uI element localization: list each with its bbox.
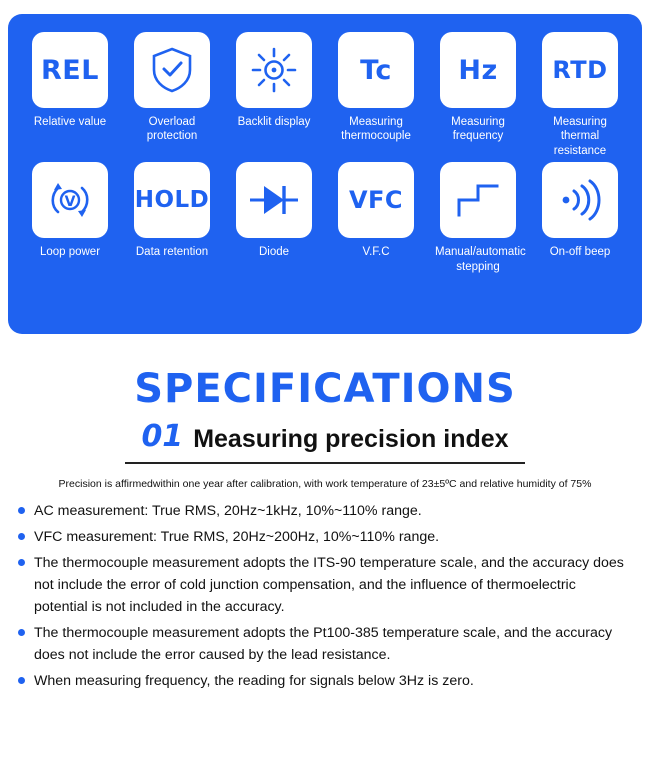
shield-check-icon <box>134 32 210 108</box>
feature-label: Backlit display <box>237 116 311 128</box>
rtd-icon-label: RTD <box>552 56 608 84</box>
hold-icon-label: HOLD <box>134 187 210 214</box>
feature-label: V.F.C <box>362 246 390 259</box>
svg-text:V: V <box>64 194 76 211</box>
feature-item-backlit-display <box>226 32 322 158</box>
list-item: VFC measurement: True RMS, 20Hz~200Hz, 10%~110% range. <box>18 526 632 548</box>
vfc-icon-label: VFC <box>348 186 404 215</box>
hz-icon-label: Hz <box>458 54 498 86</box>
tc-icon <box>338 32 414 108</box>
rel-icon <box>32 32 108 108</box>
feature-label: Measuring thermocouple <box>341 116 411 143</box>
feature-item-data-retention <box>124 162 220 274</box>
feature-label: Diode <box>258 246 290 259</box>
step-wave-icon <box>440 162 516 238</box>
list-item: The thermocouple measurement adopts the Pt100-385 temperature scale, and the accuracy does not include the error caused by the lead resistance. <box>18 622 632 666</box>
feature-item-frequency <box>430 32 526 158</box>
rel-icon-label: REL <box>41 54 99 86</box>
feature-item-thermal-resistance <box>532 32 628 158</box>
tc-icon-label: Tc <box>360 54 392 86</box>
feature-item-loop-power <box>22 162 118 274</box>
feature-item-overload-protection <box>124 32 220 158</box>
section-number: 01 <box>141 419 184 454</box>
feature-label: Measuring frequency <box>451 116 505 143</box>
section-header <box>18 419 632 456</box>
feature-item-stepping <box>430 162 526 274</box>
hold-icon <box>134 162 210 238</box>
feature-item-rel <box>22 32 118 158</box>
list-item: The thermocouple measurement adopts the ITS-90 temperature scale, and the accuracy does not include the error of cold junction compensation, and the influence of thermoelectric potential is not included in the accuracy. <box>18 552 632 618</box>
feature-item-thermocouple <box>328 32 424 158</box>
vfc-icon <box>338 162 414 238</box>
spec-list <box>18 500 632 692</box>
feature-label: Measuring thermal resistance <box>553 116 607 157</box>
feature-label: Data retention <box>135 246 209 259</box>
feature-label: Overload protection <box>146 116 198 143</box>
page-title: SPECIFICATIONS <box>134 366 516 412</box>
feature-label: On-off beep <box>549 246 611 259</box>
feature-label: Relative value <box>33 116 107 128</box>
sun-backlight-icon <box>236 32 312 108</box>
rtd-icon <box>542 32 618 108</box>
diode-icon <box>236 162 312 238</box>
precision-note: Precision is affirmedwithin one year after calibration, with work temperature of 23±5ºC and relative humidity of 75% <box>58 478 592 490</box>
beep-icon <box>542 162 618 238</box>
loop-power-icon <box>32 162 108 238</box>
section-divider <box>125 462 525 464</box>
feature-panel <box>8 14 642 334</box>
hz-icon <box>440 32 516 108</box>
feature-item-vfc <box>328 162 424 274</box>
feature-item-beep <box>532 162 628 274</box>
section-title: Measuring precision index <box>193 425 509 453</box>
list-item: When measuring frequency, the reading for signals below 3Hz is zero. <box>18 670 632 692</box>
specifications-section <box>0 334 650 692</box>
feature-label: Loop power <box>39 246 101 259</box>
list-item: AC measurement: True RMS, 20Hz~1kHz, 10%~110% range. <box>18 500 632 522</box>
feature-grid <box>22 32 628 274</box>
feature-label: Manual/automatic stepping <box>435 246 526 273</box>
feature-item-diode <box>226 162 322 274</box>
